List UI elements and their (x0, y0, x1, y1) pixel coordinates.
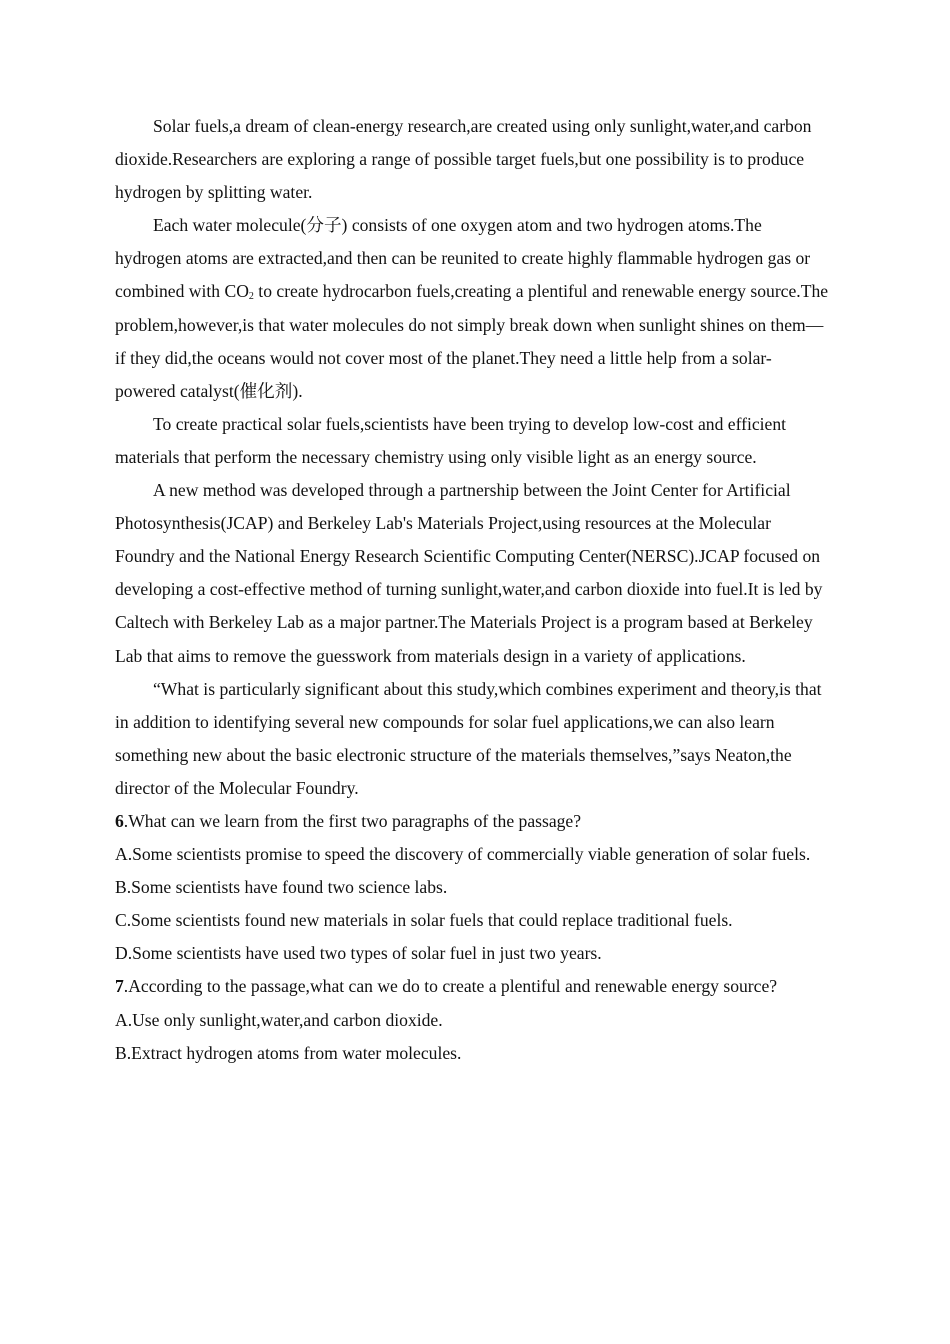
option-c: C.Some scientists found new materials in solar fuels that could replace traditional fuels. (115, 910, 733, 931)
question-text: .According to the passage,what can we do to create a plentiful and renewable energy source? (123, 976, 778, 997)
option-a: A.Some scientists promise to speed the discovery of commercially viable generation of solar fuels. (115, 844, 811, 865)
question-7 (115, 970, 831, 1069)
passage-paragraph-5: “What is particularly significant about this study,which combines experiment and theory,is that in addition to identifying several new compounds for solar fuel applications,we can also learn something new about the basic electronic structure of the materials themselves,”says Neaton,the director of the Molecular Foundry. (115, 678, 822, 798)
passage-paragraph-1: Solar fuels,a dream of clean-energy research,are created using only sunlight,water,and carbon dioxide.Researchers are exploring a range of possible target fuels,but one possibility is to produce hydrogen by splitting water. (115, 116, 812, 203)
question-number: 6 (115, 810, 124, 831)
question-stem (115, 805, 831, 838)
question-number: 7 (115, 976, 124, 997)
question-text: .What can we learn from the first two paragraphs of the passage? (123, 810, 582, 831)
passage-paragraph-2 (115, 209, 831, 408)
paragraph-2-text-end: to create hydrocarbon fuels,creating a plentiful and renewable energy source.The problem,however,is that water molecules do not simply break down when sunlight shines on them—if they did,the oceans would not cover most of the planet.They need a little help from a solar-powered catalyst(催化剂). (115, 281, 829, 401)
option-b: B.Extract hydrogen atoms from water molecules. (115, 1042, 462, 1063)
passage-paragraph-4: A new method was developed through a partnership between the Joint Center for Artificial Photosynthesis(JCAP) and Berkeley Lab's Materials Project,using resources at the Molecular Foundry and the National Energy Research Scientific Computing Center(NERSC).JCAP focused on developing a cost-effective method of turning sunlight,water,and carbon dioxide into fuel.It is led by Caltech with Berkeley Lab as a major partner.The Materials Project is a program based at Berkeley Lab that aims to remove the guesswork from materials design in a variety of applications. (115, 480, 823, 666)
option-a: A.Use only sunlight,water,and carbon dioxide. (115, 1009, 443, 1030)
question-stem (115, 970, 831, 1003)
option-b: B.Some scientists have found two science labs. (115, 877, 448, 898)
question-6 (115, 805, 831, 970)
co2-subscript: 2 (248, 291, 254, 303)
paragraph-2-text-start: Each water molecule(分子) consists of one oxygen atom and two hydrogen atoms.The hydrogen atoms are extracted,and then can be reunited to create highly flammable hydrogen gas or combined with CO (115, 215, 811, 302)
passage-paragraph-3: To create practical solar fuels,scientists have been trying to develop low-cost and efficient materials that perform the necessary chemistry using only visible light as an energy source. (115, 413, 787, 467)
option-d: D.Some scientists have used two types of solar fuel in just two years. (115, 943, 602, 964)
document-page (115, 110, 831, 1070)
